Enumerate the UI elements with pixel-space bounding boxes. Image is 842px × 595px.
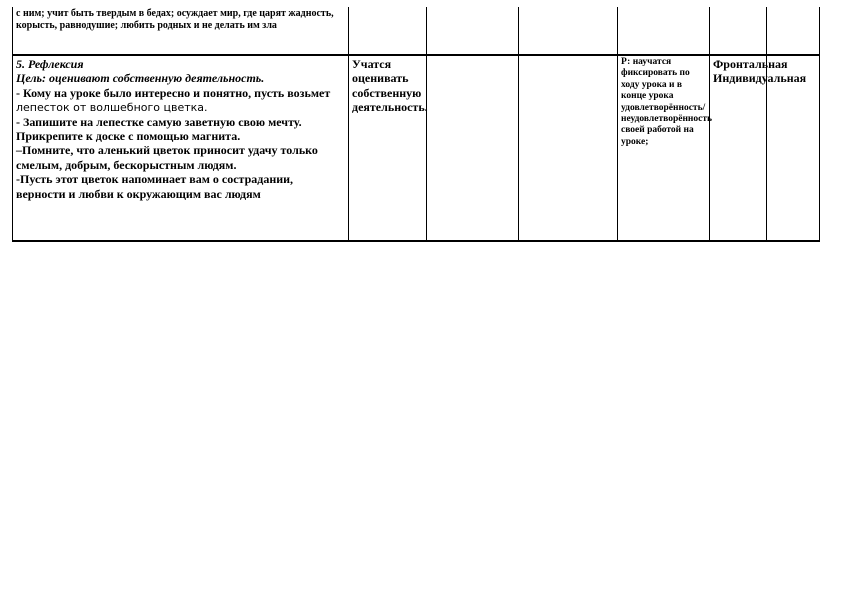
work-form-text: Фронтальная Индивидуальная xyxy=(713,57,807,86)
teacher-activity-cell xyxy=(13,55,349,241)
lesson-plan-table xyxy=(12,7,820,242)
stage-goal: Цель: оценивают собственную деятельность. xyxy=(16,71,265,86)
table-row-continuation xyxy=(13,7,820,55)
continuation-text: с ним; учит быть твердым в бедах; осуждает мир, где царят жадность, корысть, равнодушие; любить родных и не делать им зла xyxy=(16,8,334,31)
uud-text: Р: научатся фиксировать по ходу урока и в конце урока удовлетворённость/неудовлетворённость своей работой на уроке; xyxy=(621,57,713,147)
reflection-line-2: - Запишите на лепестке самую заветную свою мечту. Прикрепите к доске с помощью магнита. xyxy=(16,114,302,143)
reflection-line-3: –Помните, что аленький цветок приносит удачу только смелым, добрым, бескорыстным людям. xyxy=(16,143,318,172)
empty-cell xyxy=(767,7,820,55)
empty-cell xyxy=(710,7,767,55)
uud-cell xyxy=(618,55,713,241)
table-row-reflection xyxy=(13,55,820,241)
empty-cell xyxy=(427,55,519,241)
reflection-line-1-b: лепесток от волшебного цветка. xyxy=(16,101,208,115)
empty-cell xyxy=(519,7,618,55)
student-activity-text: Учатся оценивать собственную деятельность. xyxy=(352,57,428,115)
reflection-line-1 xyxy=(16,86,345,115)
empty-cell xyxy=(349,7,427,55)
empty-cell xyxy=(427,7,519,55)
work-form-cell xyxy=(710,55,807,241)
continuation-text-cell xyxy=(13,7,349,55)
reflection-line-1-a: - Кому на уроке было интересно и понятно, пусть возьмет xyxy=(16,85,331,100)
empty-cell xyxy=(519,55,618,241)
student-activity-cell xyxy=(349,55,427,241)
stage-title: 5. Рефлексия xyxy=(16,57,84,71)
reflection-line-4: -Пусть этот цветок напоминает вам о сострадании, верности и любви к окружающим вас людям xyxy=(16,172,294,201)
empty-cell xyxy=(618,7,710,55)
